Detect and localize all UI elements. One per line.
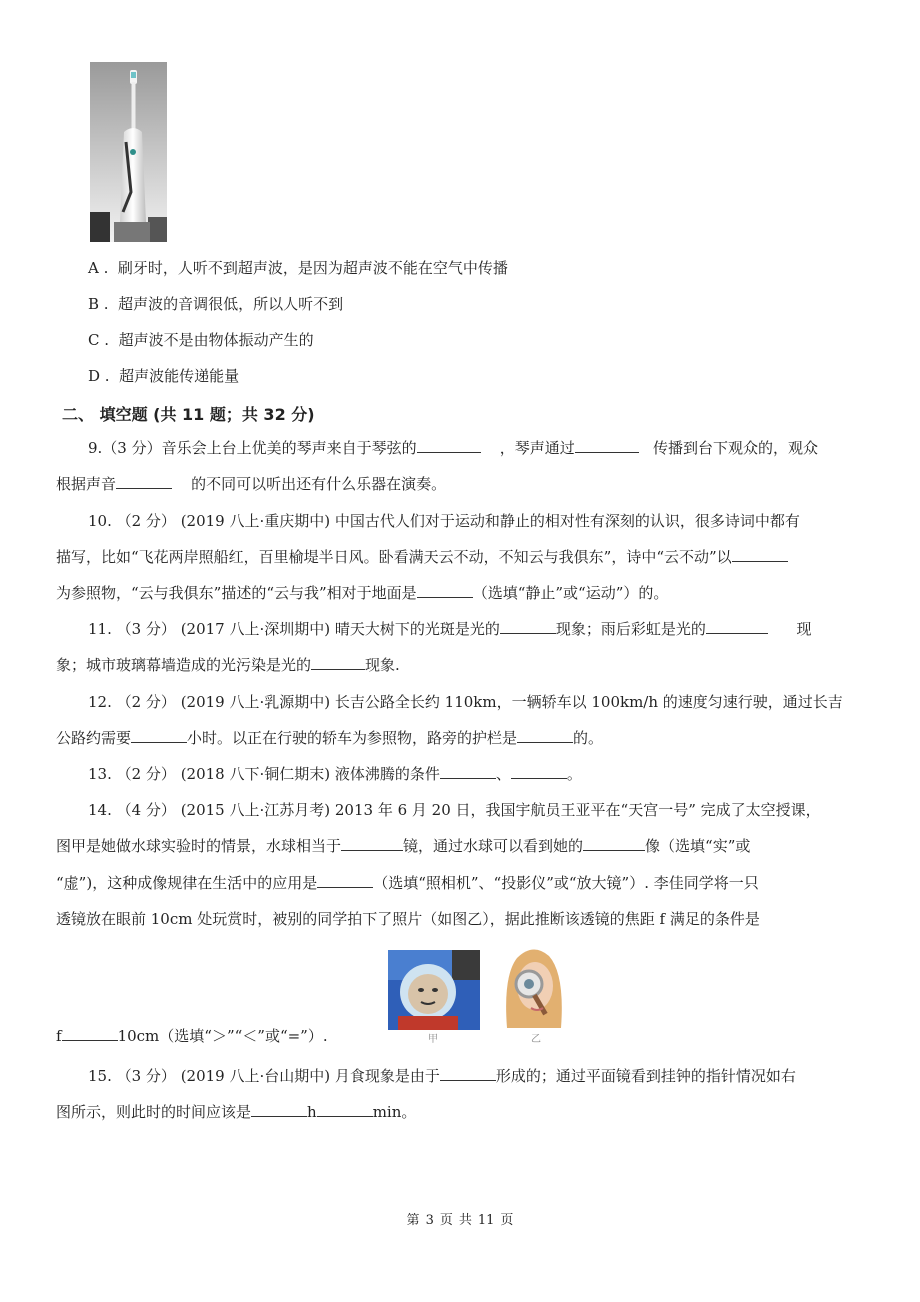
q15-text-1: 15. （3 分） (2019 八上·台山期中) 月食现象是由于	[88, 1067, 440, 1085]
answer-blank[interactable]	[440, 1066, 496, 1081]
answer-blank[interactable]	[131, 728, 187, 743]
footer-text: 页	[439, 1213, 453, 1228]
option-c-letter: C .	[88, 331, 110, 349]
option-b-text: 超声波的音调很低，所以人听不到	[118, 295, 344, 313]
option-d-letter: D .	[88, 367, 110, 385]
answer-blank[interactable]	[62, 1026, 118, 1041]
footer-text: 第	[406, 1213, 420, 1228]
q9-text-3: 传播到台下观众的，观众	[653, 439, 819, 457]
q14-text-9: 10cm（选填“＞”“＜”或“=”）.	[117, 1027, 328, 1045]
answer-blank[interactable]	[417, 583, 473, 598]
footer-text: 页	[500, 1213, 514, 1228]
question-11-line-2	[56, 655, 400, 675]
question-10-line-3	[56, 583, 668, 603]
q15-text-3: 图所示，则此时的时间应该是	[56, 1103, 252, 1121]
answer-blank[interactable]	[311, 655, 365, 670]
q9-text-5: 的不同可以听出还有什么乐器在演奏。	[191, 475, 447, 493]
q14-text-5: “虚”)，这种成像规律在生活中的应用是	[56, 874, 318, 892]
total-pages: 11	[477, 1213, 495, 1228]
q10-text-4: （选填“静止”或“运动”）的。	[472, 584, 669, 602]
q9-text-4: 根据声音	[56, 475, 117, 493]
option-c-text: 超声波不是由物体振动产生的	[118, 331, 314, 349]
q15-text-4: h	[307, 1103, 317, 1121]
q12-text-1: 12. （2 分） (2019 八上·乳源期中) 长吉公路全长约 110km，一辆轿车以 100km/h 的速度匀速行驶，通过长吉	[88, 693, 843, 711]
answer-blank[interactable]	[317, 1102, 373, 1117]
question-14-line-1	[88, 800, 821, 820]
section-title: 二、 填空题 (共 11 题；共 32 分)	[62, 405, 315, 424]
question-11-line-1	[88, 619, 812, 639]
q11-text-1: 11. （3 分） (2017 八上·深圳期中) 晴天大树下的光斑是光的	[88, 620, 500, 638]
question-14-line-4	[56, 909, 760, 929]
option-d-text: 超声波能传递能量	[119, 367, 240, 385]
q14-text-7: 透镜放在眼前 10cm 处玩赏时，被别的同学拍下了照片（如图乙），据此推断该透镜的焦距 f 满足的条件是	[56, 910, 760, 928]
answer-blank[interactable]	[706, 619, 768, 634]
answer-blank[interactable]	[417, 438, 481, 453]
question-10-line-1	[88, 511, 800, 531]
answer-blank[interactable]	[517, 728, 573, 743]
figure-yi-label: 乙	[531, 1034, 541, 1045]
q14-text-6: （选填“照相机”、“投影仪”或“放大镜”）. 李佳同学将一只	[373, 874, 759, 892]
q15-text-2: 形成的；通过平面镜看到挂钟的指针情况如右	[495, 1067, 796, 1085]
answer-blank[interactable]	[116, 474, 172, 489]
figure-jia	[388, 950, 480, 1045]
q12-text-4: 的。	[573, 729, 604, 747]
figure-yi	[497, 946, 569, 1046]
answer-blank[interactable]	[575, 438, 639, 453]
question-9-line-1	[88, 438, 818, 458]
answer-blank[interactable]	[440, 764, 496, 779]
q11-text-3: 现	[796, 620, 812, 638]
question-10-line-2	[56, 547, 788, 567]
question-14-line-3	[56, 873, 759, 893]
q11-text-5: 现象.	[365, 656, 400, 674]
q9-text-2: ，琴声通过	[499, 439, 575, 457]
q13-text-1: 13. （2 分） (2018 八下·铜仁期末) 液体沸腾的条件	[88, 765, 440, 783]
q10-text-2: 描写，比如“飞花两岸照船红，百里榆堤半日风。卧看满天云不动，不知云与我俱东”，诗中“云不动”以	[56, 548, 732, 566]
answer-blank[interactable]	[511, 764, 567, 779]
electric-toothbrush-image	[90, 62, 167, 242]
question-15-line-2	[56, 1102, 416, 1122]
answer-blank[interactable]	[341, 836, 403, 851]
question-13-line-1	[88, 764, 582, 784]
answer-blank[interactable]	[317, 873, 373, 888]
astronaut-water-ball-image	[388, 950, 480, 1030]
page-number: 3	[425, 1213, 434, 1228]
q14-text-8: f	[56, 1027, 62, 1045]
q11-text-4: 象；城市玻璃幕墙造成的光污染是光的	[56, 656, 312, 674]
girl-with-magnifier-image	[497, 946, 569, 1028]
option-d	[88, 366, 239, 386]
q14-text-3: 镜，通过水球可以看到她的	[403, 837, 584, 855]
q10-text-1: 10. （2 分） (2019 八上·重庆期中) 中国古代人们对于运动和静止的相对性有深刻的认识，很多诗词中都有	[88, 512, 800, 530]
option-a-text: 刷牙时，人听不到超声波，是因为超声波不能在空气中传播	[117, 259, 508, 277]
option-a-letter: A .	[88, 259, 109, 277]
question-9-line-2	[56, 474, 446, 494]
option-b-letter: B .	[88, 295, 109, 313]
question-15-line-1	[88, 1066, 796, 1086]
option-c	[88, 330, 314, 350]
question-12-line-2	[56, 728, 603, 748]
footer-text: 共	[458, 1213, 472, 1228]
option-b	[88, 294, 343, 314]
q12-text-3: 小时。以正在行驶的轿车为参照物，路旁的护栏是	[187, 729, 518, 747]
q14-text-2: 图甲是她做水球实验时的情景，水球相当于	[56, 837, 342, 855]
q11-text-2: 现象；雨后彩虹是光的	[555, 620, 706, 638]
q12-text-2: 公路约需要	[56, 729, 132, 747]
q14-text-4: 像（选填“实”或	[645, 837, 751, 855]
answer-blank[interactable]	[732, 547, 788, 562]
toothbrush-figure	[90, 62, 167, 242]
option-a	[88, 258, 508, 278]
question-14-line-2	[56, 836, 750, 856]
figure-jia-label: 甲	[428, 1034, 438, 1045]
q13-text-3: 。	[566, 765, 582, 783]
answer-blank[interactable]	[500, 619, 556, 634]
answer-blank[interactable]	[583, 836, 645, 851]
answer-blank[interactable]	[251, 1102, 307, 1117]
page-footer	[0, 1209, 920, 1228]
question-14-line-5	[56, 1026, 328, 1046]
q10-text-3: 为参照物，“云与我俱东”描述的“云与我”相对于地面是	[56, 584, 417, 602]
q14-text-1: 14. （4 分） (2015 八上·江苏月考) 2013 年 6 月 20 日，我国宇航员王亚平在“天宫一号” 完成了太空授课，	[88, 801, 821, 819]
q13-text-2: 、	[495, 765, 511, 783]
question-12-line-1	[88, 692, 843, 712]
q9-text-1: 9.（3 分）音乐会上台上优美的琴声来自于琴弦的	[88, 439, 417, 457]
q15-text-5: min。	[372, 1103, 417, 1121]
